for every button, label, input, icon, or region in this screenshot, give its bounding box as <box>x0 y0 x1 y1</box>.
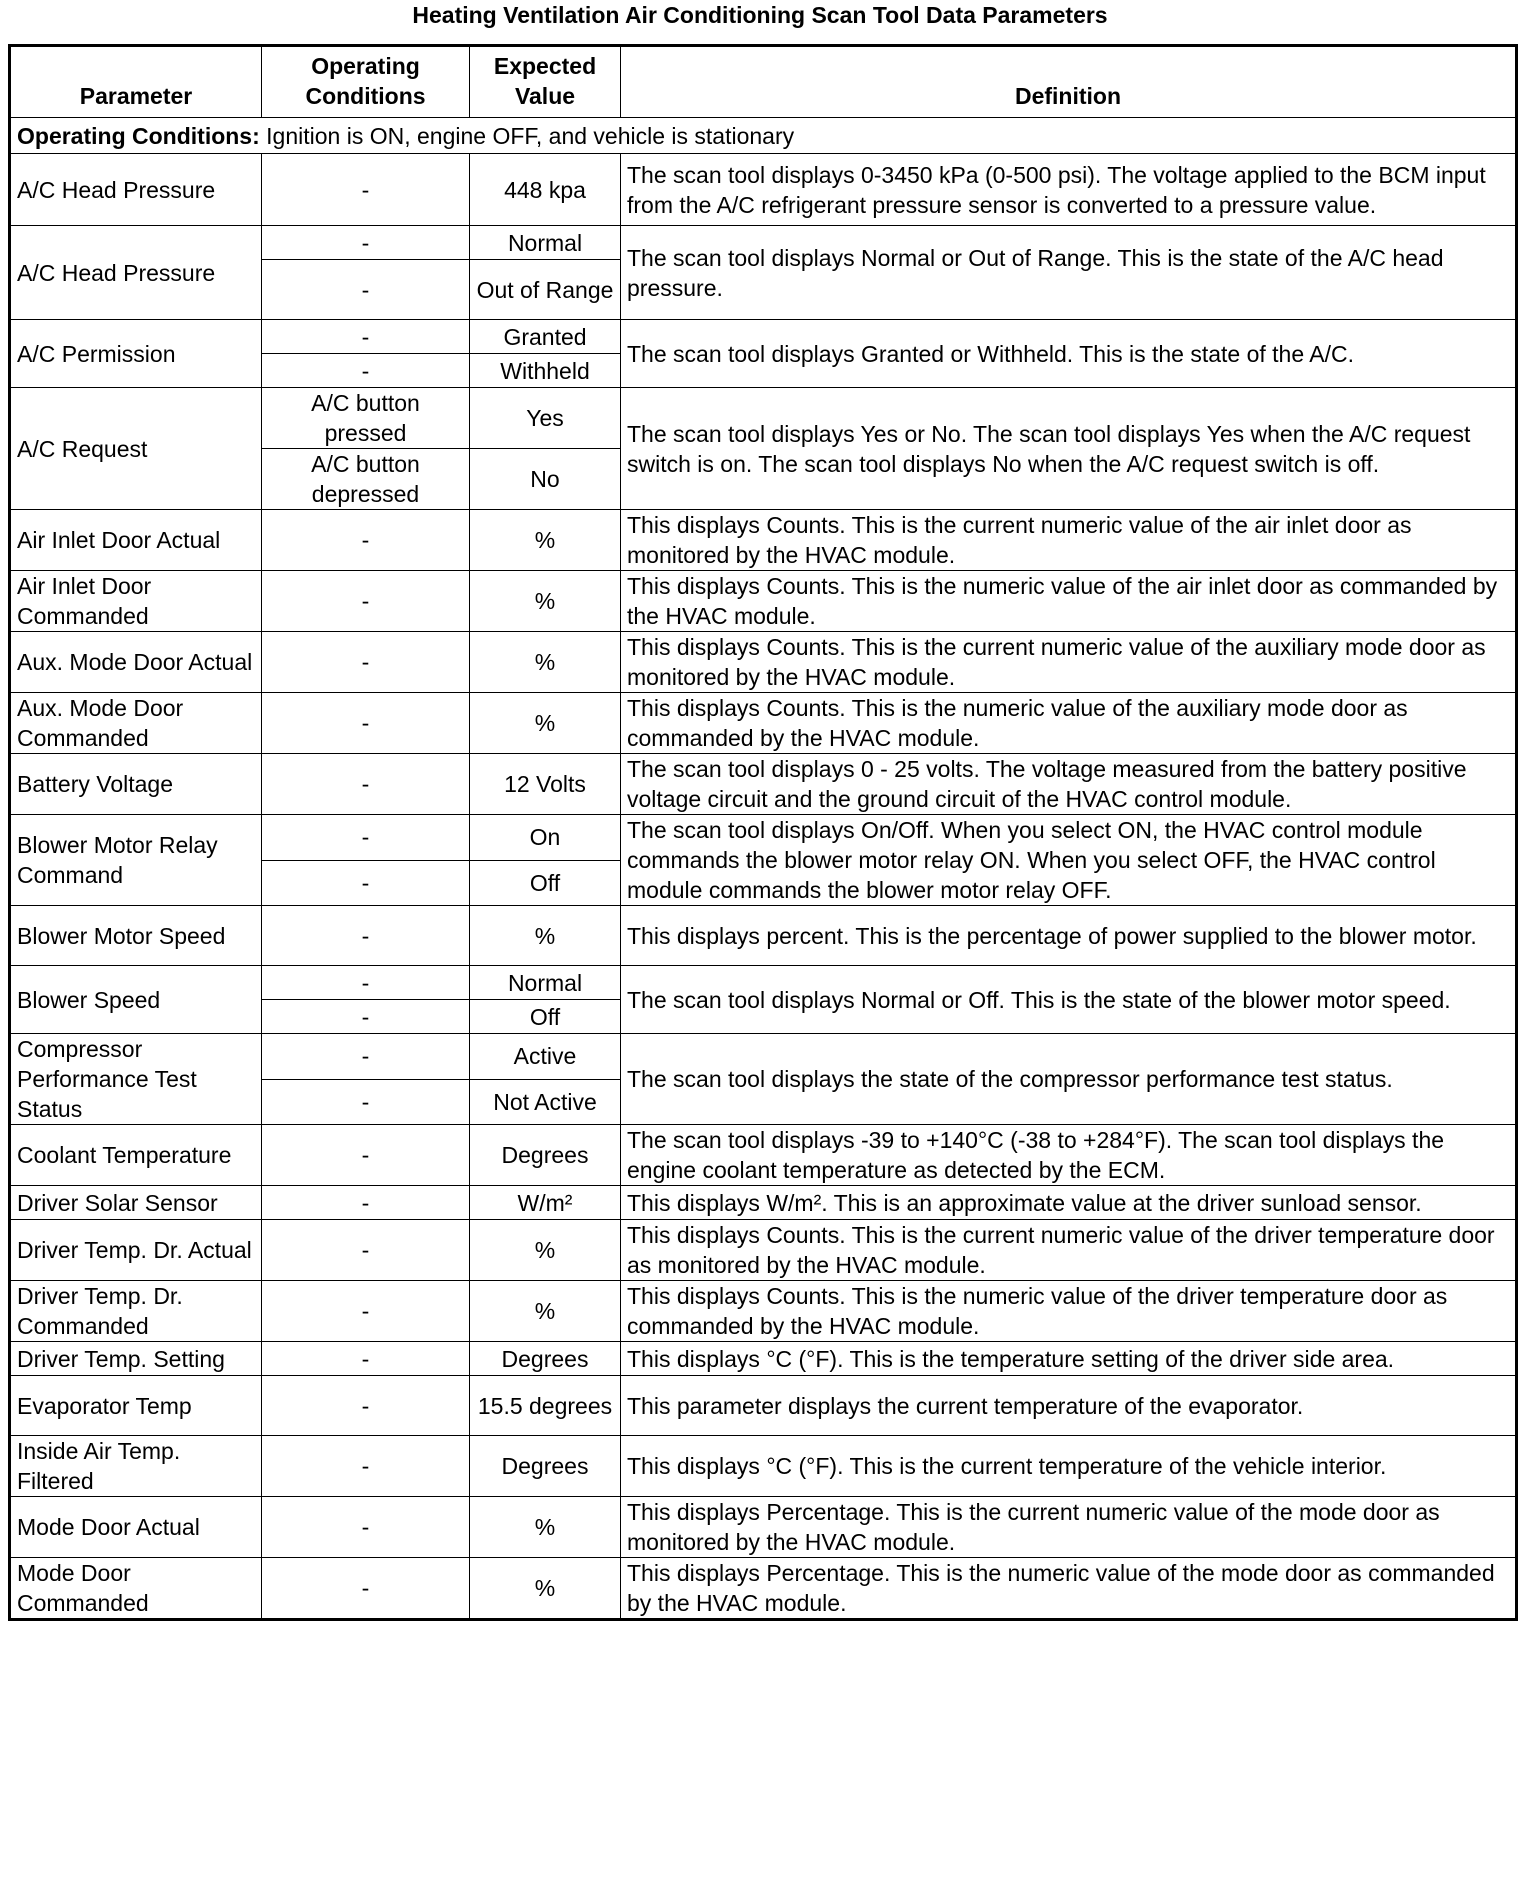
expected-value-cell: Withheld <box>470 354 621 388</box>
table-row <box>10 226 1517 260</box>
table-row <box>10 388 1517 449</box>
parameter-cell: Battery Voltage <box>10 754 262 815</box>
operating-condition-cell: - <box>262 693 470 754</box>
operating-condition-cell: - <box>262 1436 470 1497</box>
expected-value-cell: Granted <box>470 320 621 354</box>
operating-condition-cell: - <box>262 510 470 571</box>
operating-condition-cell: A/C button pressed <box>262 388 470 449</box>
parameter-cell: Evaporator Temp <box>10 1376 262 1436</box>
operating-condition-cell: - <box>262 1497 470 1558</box>
parameter-cell: Aux. Mode Door Actual <box>10 632 262 693</box>
operating-condition-cell: - <box>262 571 470 632</box>
operating-conditions-row <box>10 118 1517 154</box>
expected-value-cell: Normal <box>470 226 621 260</box>
operating-condition-cell: A/C button depressed <box>262 449 470 510</box>
table-row <box>10 906 1517 966</box>
operating-condition-cell: - <box>262 906 470 966</box>
operating-condition-cell: - <box>262 860 470 906</box>
definition-cell: The scan tool displays 0-3450 kPa (0-500 psi). The voltage applied to the BCM input from the A/C refrigerant pressure sensor is converted to a pressure value. <box>621 154 1517 226</box>
parameter-cell: Mode Door Actual <box>10 1497 262 1558</box>
operating-condition-cell: - <box>262 1342 470 1376</box>
definition-cell: The scan tool displays 0 - 25 volts. The voltage measured from the battery positive voltage circuit and the ground circuit of the HVAC control module. <box>621 754 1517 815</box>
header-definition: Definition <box>621 46 1517 118</box>
parameter-cell: Blower Motor Relay Command <box>10 815 262 906</box>
table-row <box>10 1281 1517 1342</box>
definition-cell: This displays Counts. This is the numeric value of the driver temperature door as commanded by the HVAC module. <box>621 1281 1517 1342</box>
parameter-cell: Driver Temp. Dr. Actual <box>10 1220 262 1281</box>
parameter-cell: Coolant Temperature <box>10 1125 262 1186</box>
expected-value-cell: Off <box>470 860 621 906</box>
definition-cell: This parameter displays the current temperature of the evaporator. <box>621 1376 1517 1436</box>
table-row <box>10 1220 1517 1281</box>
parameter-cell: Air Inlet Door Commanded <box>10 571 262 632</box>
expected-value-cell: % <box>470 571 621 632</box>
operating-condition-cell: - <box>262 1220 470 1281</box>
expected-value-cell: 15.5 degrees <box>470 1376 621 1436</box>
expected-value-cell: 12 Volts <box>470 754 621 815</box>
expected-value-cell: % <box>470 1281 621 1342</box>
operating-conditions-cell <box>10 118 1517 154</box>
expected-value-cell: % <box>470 632 621 693</box>
parameter-cell: Driver Temp. Setting <box>10 1342 262 1376</box>
operating-condition-cell: - <box>262 1034 470 1080</box>
expected-value-cell: % <box>470 906 621 966</box>
definition-cell: This displays Counts. This is the current numeric value of the driver temperature door as monitored by the HVAC module. <box>621 1220 1517 1281</box>
definition-cell: This displays °C (°F). This is the temperature setting of the driver side area. <box>621 1342 1517 1376</box>
expected-value-cell: Out of Range <box>470 260 621 320</box>
parameter-cell: Blower Motor Speed <box>10 906 262 966</box>
expected-value-cell: Normal <box>470 966 621 1000</box>
expected-value-cell: Degrees <box>470 1436 621 1497</box>
expected-value-cell: % <box>470 1558 621 1620</box>
table-row <box>10 1034 1517 1080</box>
expected-value-cell: % <box>470 1220 621 1281</box>
expected-value-cell: Off <box>470 1000 621 1034</box>
operating-conditions-text: Ignition is ON, engine OFF, and vehicle is stationary <box>259 122 795 149</box>
definition-cell: The scan tool displays Normal or Out of Range. This is the state of the A/C head pressure. <box>621 226 1517 320</box>
expected-value-cell: On <box>470 815 621 861</box>
table-row <box>10 571 1517 632</box>
table-row <box>10 1186 1517 1220</box>
parameter-cell: Compressor Performance Test Status <box>10 1034 262 1125</box>
operating-condition-cell: - <box>262 815 470 861</box>
parameter-cell: Blower Speed <box>10 966 262 1034</box>
operating-condition-cell: - <box>262 1186 470 1220</box>
operating-condition-cell: - <box>262 754 470 815</box>
expected-value-cell: % <box>470 510 621 571</box>
operating-condition-cell: - <box>262 632 470 693</box>
table-row <box>10 815 1517 861</box>
expected-value-cell: Yes <box>470 388 621 449</box>
parameter-cell: A/C Permission <box>10 320 262 388</box>
definition-cell: This displays Counts. This is the current numeric value of the auxiliary mode door as monitored by the HVAC module. <box>621 632 1517 693</box>
operating-condition-cell: - <box>262 1125 470 1186</box>
parameter-cell: A/C Head Pressure <box>10 154 262 226</box>
parameter-cell: A/C Head Pressure <box>10 226 262 320</box>
table-row <box>10 320 1517 354</box>
table-row <box>10 154 1517 226</box>
table-row <box>10 1436 1517 1497</box>
table-row <box>10 693 1517 754</box>
parameter-cell: A/C Request <box>10 388 262 510</box>
expected-value-cell: 448 kpa <box>470 154 621 226</box>
definition-cell: This displays Percentage. This is the numeric value of the mode door as commanded by the HVAC module. <box>621 1558 1517 1620</box>
parameter-cell: Driver Solar Sensor <box>10 1186 262 1220</box>
header-expected-value: Expected Value <box>470 46 621 118</box>
table-row <box>10 1125 1517 1186</box>
definition-cell: The scan tool displays On/Off. When you select ON, the HVAC control module commands the blower motor relay ON. When you select OFF, the HVAC control module commands the blower motor relay OFF. <box>621 815 1517 906</box>
operating-condition-cell: - <box>262 320 470 354</box>
operating-condition-cell: - <box>262 1376 470 1436</box>
parameter-cell: Aux. Mode Door Commanded <box>10 693 262 754</box>
expected-value-cell: Degrees <box>470 1342 621 1376</box>
definition-cell: The scan tool displays Normal or Off. This is the state of the blower motor speed. <box>621 966 1517 1034</box>
expected-value-cell: % <box>470 1497 621 1558</box>
table-row <box>10 510 1517 571</box>
definition-cell: This displays Counts. This is the current numeric value of the air inlet door as monitored by the HVAC module. <box>621 510 1517 571</box>
definition-cell: This displays Counts. This is the numeric value of the auxiliary mode door as commanded by the HVAC module. <box>621 693 1517 754</box>
page-title: Heating Ventilation Air Conditioning Scan Tool Data Parameters <box>412 2 1108 28</box>
table-row <box>10 966 1517 1000</box>
definition-cell: This displays °C (°F). This is the current temperature of the vehicle interior. <box>621 1436 1517 1497</box>
parameter-cell: Air Inlet Door Actual <box>10 510 262 571</box>
operating-condition-cell: - <box>262 226 470 260</box>
operating-condition-cell: - <box>262 1000 470 1034</box>
definition-cell: The scan tool displays the state of the compressor performance test status. <box>621 1034 1517 1125</box>
expected-value-cell: Active <box>470 1034 621 1080</box>
operating-condition-cell: - <box>262 154 470 226</box>
definition-cell: The scan tool displays Granted or Withheld. This is the state of the A/C. <box>621 320 1517 388</box>
operating-condition-cell: - <box>262 260 470 320</box>
definition-cell: The scan tool displays -39 to +140°C (-38 to +284°F). The scan tool displays the engine coolant temperature as detected by the ECM. <box>621 1125 1517 1186</box>
definition-cell: The scan tool displays Yes or No. The scan tool displays Yes when the A/C request switch is on. The scan tool displays No when the A/C request switch is off. <box>621 388 1517 510</box>
expected-value-cell: No <box>470 449 621 510</box>
definition-cell: This displays W/m². This is an approximate value at the driver sunload sensor. <box>621 1186 1517 1220</box>
expected-value-cell: Not Active <box>470 1079 621 1125</box>
definition-cell: This displays percent. This is the percentage of power supplied to the blower motor. <box>621 906 1517 966</box>
operating-conditions-label: Operating Conditions: <box>17 122 260 149</box>
parameter-cell: Mode Door Commanded <box>10 1558 262 1620</box>
header-conditions: Operating Conditions <box>262 46 470 118</box>
operating-condition-cell: - <box>262 966 470 1000</box>
header-row <box>10 46 1517 118</box>
definition-cell: This displays Counts. This is the numeric value of the air inlet door as commanded by the HVAC module. <box>621 571 1517 632</box>
header-parameter: Parameter <box>10 46 262 118</box>
expected-value-cell: % <box>470 693 621 754</box>
parameter-cell: Driver Temp. Dr. Commanded <box>10 1281 262 1342</box>
operating-condition-cell: - <box>262 1558 470 1620</box>
expected-value-cell: W/m² <box>470 1186 621 1220</box>
table-row <box>10 1342 1517 1376</box>
parameter-cell: Inside Air Temp. Filtered <box>10 1436 262 1497</box>
operating-condition-cell: - <box>262 354 470 388</box>
table-row <box>10 1558 1517 1620</box>
table-row <box>10 632 1517 693</box>
table-row <box>10 754 1517 815</box>
operating-condition-cell: - <box>262 1281 470 1342</box>
scan-tool-data-table <box>8 44 1518 1621</box>
operating-condition-cell: - <box>262 1079 470 1125</box>
expected-value-cell: Degrees <box>470 1125 621 1186</box>
table-row <box>10 1497 1517 1558</box>
table-row <box>10 1376 1517 1436</box>
definition-cell: This displays Percentage. This is the current numeric value of the mode door as monitored by the HVAC module. <box>621 1497 1517 1558</box>
